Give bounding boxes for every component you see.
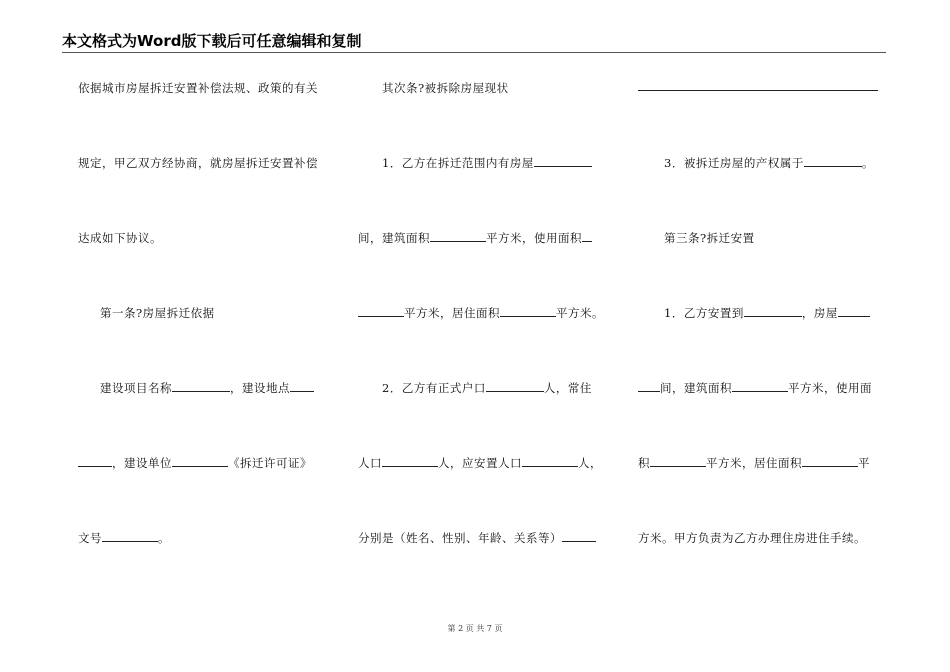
page-number: 第 2 页 共 7 页 <box>447 624 503 633</box>
to-resettle-label: 人，应安置人口 <box>438 456 522 470</box>
page-header-title: 本文格式为Word版下载后可任意编辑和复制 <box>62 32 362 50</box>
house-blank-cont <box>638 381 660 392</box>
registered-blank <box>486 381 544 392</box>
col1-line5 <box>100 380 314 396</box>
col2-article2-heading: 其次条?被拆除房屋现状 <box>382 81 509 95</box>
building-area-label: 间，建筑面积 <box>358 231 430 245</box>
header-divider <box>62 52 886 53</box>
col3-line1 <box>638 80 878 94</box>
ownership-label: 3．被拆迁房屋的产权属于 <box>664 156 804 170</box>
houses-label: 1．乙方在拆迁范围内有房屋 <box>382 156 534 170</box>
resident-label: 人，常住 <box>543 381 592 395</box>
new-building-area-blank <box>732 381 788 392</box>
population-blank <box>382 456 438 467</box>
doc-number-blank <box>102 531 158 542</box>
project-name-blank <box>172 381 230 392</box>
col2-line2 <box>382 155 592 171</box>
new-living-area-label: 平方米，居住面积 <box>706 456 802 470</box>
building-area-blank <box>430 231 486 242</box>
period: 。 <box>158 531 170 545</box>
col1-line1: 依据城市房屋拆迁安置补偿法规、政策的有关 <box>78 81 318 95</box>
col1-line7 <box>78 530 170 546</box>
col2-line3 <box>358 230 592 246</box>
col2-line5 <box>382 380 592 396</box>
location-blank <box>290 381 314 392</box>
to-resettle-blank <box>522 456 578 467</box>
builder-label: ，建设单位 <box>112 456 172 470</box>
living-area-label: 平方米，居住面积 <box>404 306 500 320</box>
col2-line6 <box>358 455 602 471</box>
details-label: 分别是（姓名、性别、年龄、关系等） <box>358 531 562 545</box>
sqm-unit: 平方米。 <box>556 306 604 320</box>
usable-area-blank <box>582 231 592 242</box>
col2-line7 <box>358 530 596 546</box>
col3-line7: 方米。甲方负责为乙方办理住房进住手续。 <box>638 531 866 545</box>
col3-line4 <box>664 305 870 321</box>
house-label: ，房屋 <box>801 306 838 320</box>
houses-blank <box>534 156 592 167</box>
doc-number-label: 文号 <box>78 531 102 545</box>
col3-article3-heading: 第三条?拆迁安置 <box>664 231 755 245</box>
col3-line5 <box>638 380 872 396</box>
col2-line4 <box>358 305 604 321</box>
new-building-area-label: 间，建筑面积 <box>660 381 732 395</box>
usable-area-label: 平方米，使用面积 <box>486 231 582 245</box>
col1-article1-heading: 第一条?房屋拆迁依据 <box>100 306 215 320</box>
house-blank <box>838 306 870 317</box>
living-area-blank <box>500 306 556 317</box>
permit-label: 《拆迁许可证》 <box>228 456 312 470</box>
new-living-area-blank <box>802 456 858 467</box>
details-blank-cont <box>638 80 878 91</box>
population-label: 人口 <box>358 456 382 470</box>
new-usable-area-label: 平方米，使用面 <box>788 381 872 395</box>
col3-line6 <box>638 455 870 471</box>
location-blank-cont <box>78 456 112 467</box>
location-label: ，建设地点 <box>230 381 290 395</box>
area-label-cont: 积 <box>638 456 650 470</box>
ownership-blank <box>804 156 862 167</box>
resettle-to-label: 1．乙方安置到 <box>664 306 744 320</box>
resettle-to-blank <box>744 306 802 317</box>
project-name-label: 建设项目名称 <box>100 381 172 395</box>
persons-unit: 人， <box>578 456 602 470</box>
period: 。 <box>861 156 874 170</box>
builder-blank <box>172 456 228 467</box>
usable-area-blank-cont <box>358 306 404 317</box>
col1-line6 <box>78 455 312 471</box>
unit-start: 平 <box>858 456 870 470</box>
col1-line2: 规定，甲乙双方经协商，就房屋拆迁安置补偿 <box>78 156 318 170</box>
details-blank <box>562 531 596 542</box>
col1-line3: 达成如下协议。 <box>78 231 162 245</box>
col3-line2 <box>664 155 874 171</box>
new-usable-area-blank <box>650 456 706 467</box>
registered-label: 2．乙方有正式户口 <box>382 381 486 395</box>
